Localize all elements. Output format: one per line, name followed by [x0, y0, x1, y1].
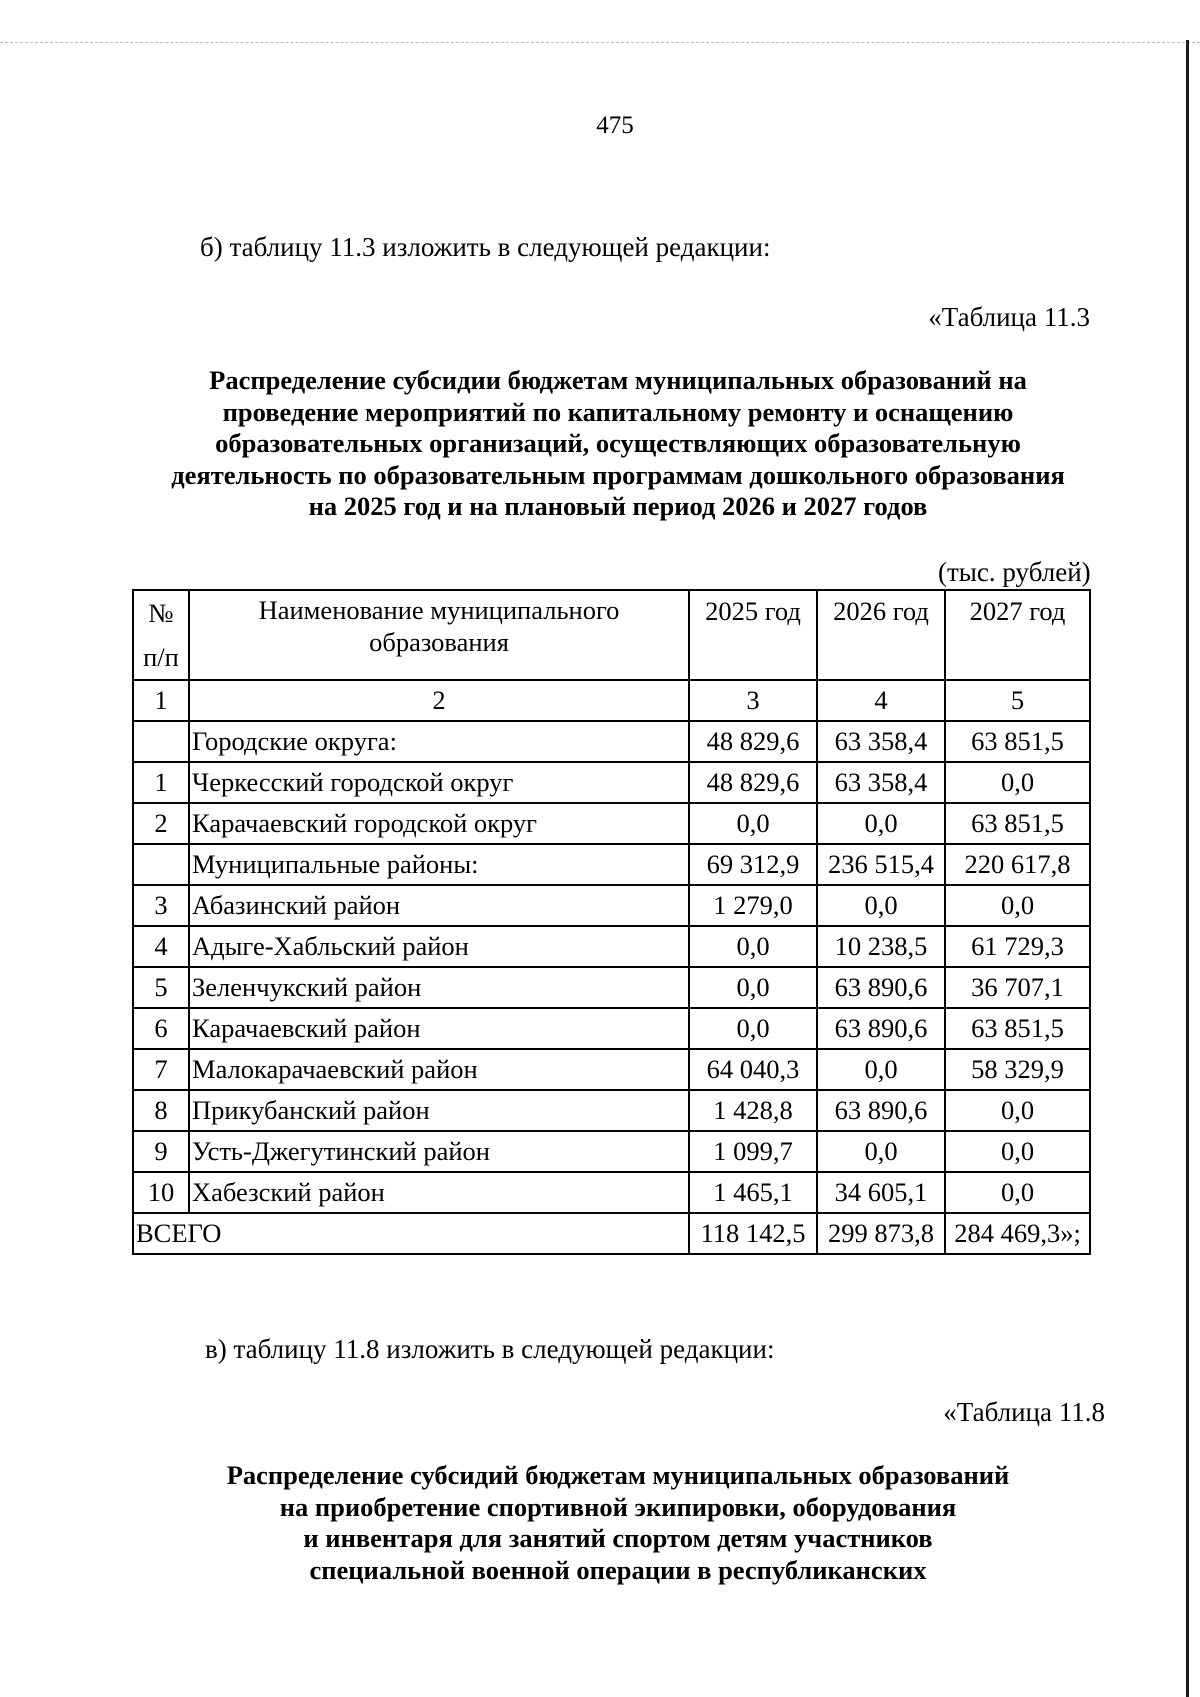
- title-line: Распределение субсидии бюджетам муниципальных образований на: [209, 365, 1027, 395]
- row-2025: 64 040,3: [689, 1049, 817, 1090]
- scan-edge-right: [1186, 40, 1189, 1697]
- index-cell: 3: [689, 680, 817, 721]
- row-name: Адыге-Хабльский район: [189, 926, 689, 967]
- row-name: Муниципальные районы:: [189, 844, 689, 885]
- table-row: [133, 1090, 1090, 1131]
- row-number: [133, 721, 189, 762]
- row-2025: 48 829,6: [689, 721, 817, 762]
- title-line: и инвентаря для занятий спортом детям участников: [303, 1523, 933, 1553]
- table-row: [133, 926, 1090, 967]
- title-line: на 2025 год и на плановый период 2026 и 2027 годов: [308, 491, 928, 521]
- title-line: проведение мероприятий по капитальному ремонту и оснащению: [222, 396, 1014, 427]
- row-name: Абазинский район: [189, 885, 689, 926]
- table-11-3-title: [0, 365, 1200, 523]
- total-2025: 118 142,5: [689, 1213, 817, 1254]
- title-line: специальной военной операции в республиканских: [309, 1554, 927, 1585]
- row-2026: 0,0: [817, 885, 945, 926]
- row-name: Зеленчукский район: [189, 967, 689, 1008]
- row-2027: 63 851,5: [945, 803, 1090, 844]
- row-name: Малокарачаевский район: [189, 1049, 689, 1090]
- total-2026: 299 873,8: [817, 1213, 945, 1254]
- index-cell: 2: [189, 680, 689, 721]
- header-2025: 2025 год: [689, 590, 817, 680]
- row-2027: 0,0: [945, 1090, 1090, 1131]
- row-number: 9: [133, 1131, 189, 1172]
- paragraph-c: в) таблицу 11.8 изложить в следующей редакции:: [205, 1334, 775, 1364]
- table-row: [133, 1131, 1090, 1172]
- table-row: [133, 803, 1090, 844]
- title-line: деятельность по образовательным программам дошкольного образования: [171, 459, 1065, 490]
- row-number: 3: [133, 885, 189, 926]
- row-2025: 1 279,0: [689, 885, 817, 926]
- row-number: 4: [133, 926, 189, 967]
- table-row: [133, 844, 1090, 885]
- row-name: Карачаевский район: [189, 1008, 689, 1049]
- row-2025: 69 312,9: [689, 844, 817, 885]
- table-index-row: [133, 680, 1090, 721]
- row-2025: 0,0: [689, 803, 817, 844]
- table-row: [133, 967, 1090, 1008]
- header-no-line1: №: [148, 598, 174, 628]
- row-2027: 61 729,3: [945, 926, 1090, 967]
- row-number: 6: [133, 1008, 189, 1049]
- row-number: 2: [133, 803, 189, 844]
- row-name: Усть-Джегутинский район: [189, 1131, 689, 1172]
- row-number: 8: [133, 1090, 189, 1131]
- scan-edge-top: [0, 42, 1200, 43]
- row-number: 10: [133, 1172, 189, 1213]
- row-2026: 0,0: [817, 803, 945, 844]
- row-number: 1: [133, 762, 189, 803]
- table-row: [133, 1172, 1090, 1213]
- row-name: Прикубанский район: [189, 1090, 689, 1131]
- table-row: [133, 721, 1090, 762]
- row-name: Черкесский городской округ: [189, 762, 689, 803]
- table-total-row: [133, 1213, 1090, 1254]
- paragraph-b: б) таблицу 11.3 изложить в следующей редакции:: [200, 232, 771, 262]
- row-2026: 0,0: [817, 1131, 945, 1172]
- index-cell: 4: [817, 680, 945, 721]
- row-2027: 0,0: [945, 885, 1090, 926]
- header-name-line2: образования: [369, 627, 509, 657]
- table-11-3-label: «Таблица 11.3: [928, 302, 1090, 332]
- row-number: 7: [133, 1049, 189, 1090]
- row-2025: 0,0: [689, 967, 817, 1008]
- row-2025: 0,0: [689, 1008, 817, 1049]
- table-11-8-label: «Таблица 11.8: [943, 1397, 1105, 1427]
- row-name: Карачаевский городской округ: [189, 803, 689, 844]
- row-2027: 36 707,1: [945, 967, 1090, 1008]
- header-name: [189, 590, 689, 680]
- row-2027: 63 851,5: [945, 1008, 1090, 1049]
- table-header-row: [133, 590, 1090, 680]
- row-2025: 48 829,6: [689, 762, 817, 803]
- row-2025: 1 428,8: [689, 1090, 817, 1131]
- table-11-8-title: [0, 1460, 1200, 1586]
- row-2027: 63 851,5: [945, 721, 1090, 762]
- row-2027: 58 329,9: [945, 1049, 1090, 1090]
- row-2026: 63 890,6: [817, 967, 945, 1008]
- table-row: [133, 885, 1090, 926]
- row-2025: 1 099,7: [689, 1131, 817, 1172]
- row-number: 5: [133, 967, 189, 1008]
- table-row: [133, 762, 1090, 803]
- index-cell: 1: [133, 680, 189, 721]
- units-label: (тыс. рублей): [938, 557, 1091, 587]
- table-row: [133, 1008, 1090, 1049]
- row-2026: 34 605,1: [817, 1172, 945, 1213]
- row-name: Хабезский район: [189, 1172, 689, 1213]
- page-number: 475: [596, 112, 634, 139]
- index-cell: 5: [945, 680, 1090, 721]
- header-2027: 2027 год: [945, 590, 1090, 680]
- row-2026: 63 358,4: [817, 762, 945, 803]
- row-2027: 0,0: [945, 1172, 1090, 1213]
- title-line: на приобретение спортивной экипировки, оборудования: [279, 1491, 957, 1522]
- row-2027: 0,0: [945, 762, 1090, 803]
- row-name: Городские округа:: [189, 721, 689, 762]
- row-2026: 63 358,4: [817, 721, 945, 762]
- row-2026: 236 515,4: [817, 844, 945, 885]
- row-2026: 63 890,6: [817, 1090, 945, 1131]
- header-no: [133, 590, 189, 680]
- row-2027: 220 617,8: [945, 844, 1090, 885]
- row-2026: 0,0: [817, 1049, 945, 1090]
- header-name-line1: Наименование муниципального: [258, 595, 620, 625]
- title-line: Распределение субсидий бюджетам муниципальных образований: [226, 1460, 1010, 1490]
- row-2026: 63 890,6: [817, 1008, 945, 1049]
- header-2026: 2026 год: [817, 590, 945, 680]
- row-2026: 10 238,5: [817, 926, 945, 967]
- total-2027: 284 469,3»;: [945, 1213, 1090, 1254]
- table-row: [133, 1049, 1090, 1090]
- row-2025: 1 465,1: [689, 1172, 817, 1213]
- row-2025: 0,0: [689, 926, 817, 967]
- title-line: образовательных организаций, осуществляющих образовательную: [215, 428, 1021, 458]
- row-number: [133, 844, 189, 885]
- total-label: ВСЕГО: [133, 1213, 689, 1254]
- subsidy-table: [132, 589, 1091, 1255]
- row-2027: 0,0: [945, 1131, 1090, 1172]
- header-no-line2: п/п: [143, 642, 179, 672]
